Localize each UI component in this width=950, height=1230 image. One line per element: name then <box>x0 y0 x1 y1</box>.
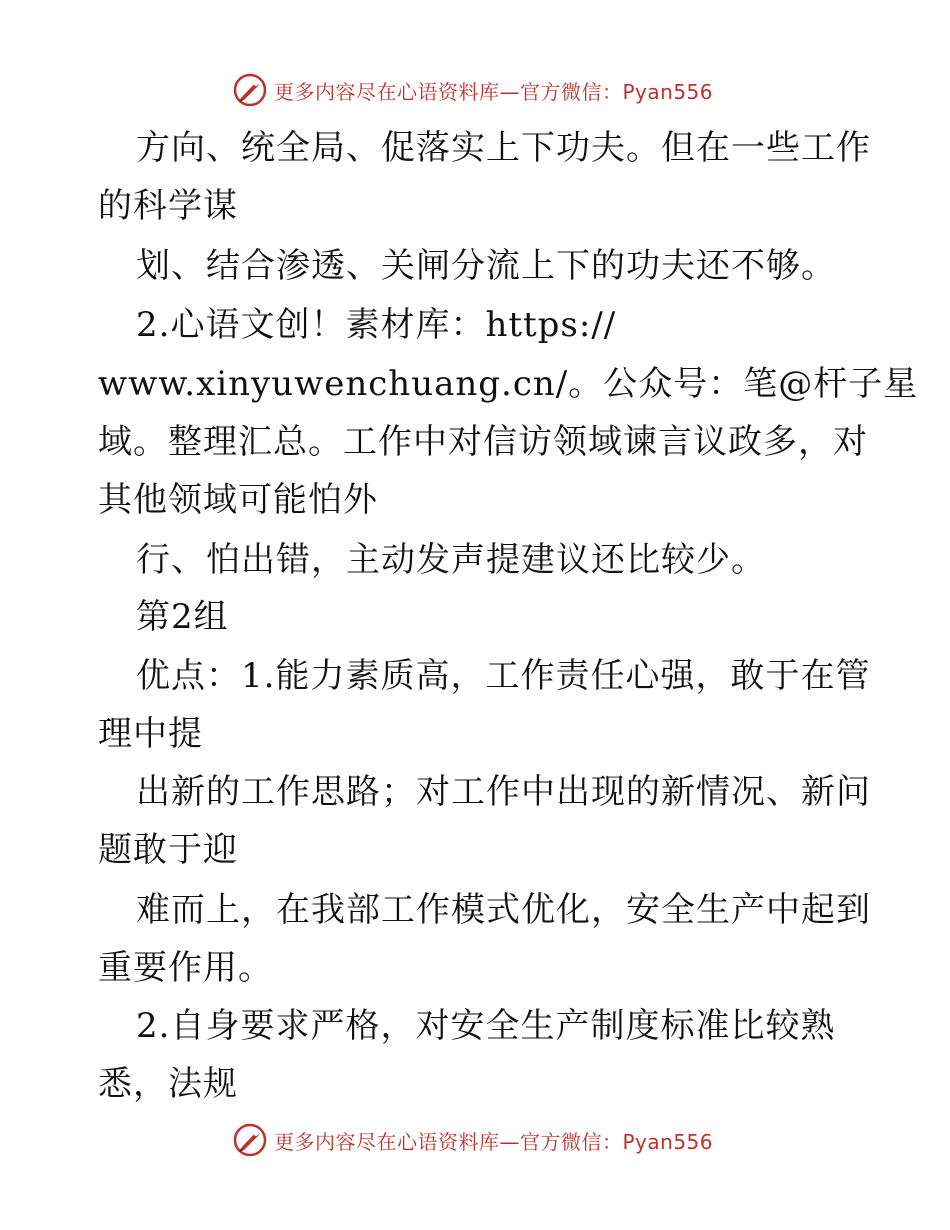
header-banner-text: 更多内容尽在心语资料库—官方微信：Pyan556 <box>274 79 714 104</box>
footer-banner-text: 更多内容尽在心语资料库—官方微信：Pyan556 <box>274 1129 714 1154</box>
footer-banner <box>232 1120 713 1160</box>
text-line: 难而上，在我部工作模式优化，安全生产中起到 <box>136 890 871 930</box>
text-line: 题敢于迎 <box>98 830 238 870</box>
text-line: 悉，法规 <box>98 1064 238 1104</box>
text-line: 2.自身要求严格，对安全生产制度标准比较熟 <box>136 1006 836 1046</box>
text-line: 理中提 <box>98 714 203 754</box>
text-line: 优点：1.能力素质高，工作责任心强，敢于在管 <box>136 656 871 696</box>
text-line: 重要作用。 <box>98 948 273 988</box>
text-line: 域。整理汇总。工作中对信访领域谏言议政多，对 <box>98 422 868 462</box>
text-line: www.xinyuwenchuang.cn/。公众号：笔@杆子星 <box>98 364 919 404</box>
text-line: 划、结合渗透、关闸分流上下的功夫还不够。 <box>136 246 836 286</box>
text-line: 2.心语文创！素材库：https:// <box>136 305 617 345</box>
section-heading: 第2组 <box>136 597 229 637</box>
text-line: 出新的工作思路；对工作中出现的新情况、新问 <box>136 772 871 812</box>
text-line: 其他领域可能怕外 <box>98 480 378 520</box>
text-line: 方向、统全局、促落实上下功夫。但在一些工作 <box>136 128 871 168</box>
text-line: 的科学谋 <box>98 186 238 226</box>
text-line: 行、怕出错，主动发声提建议还比较少。 <box>136 540 766 580</box>
quill-logo-icon <box>232 1122 268 1158</box>
